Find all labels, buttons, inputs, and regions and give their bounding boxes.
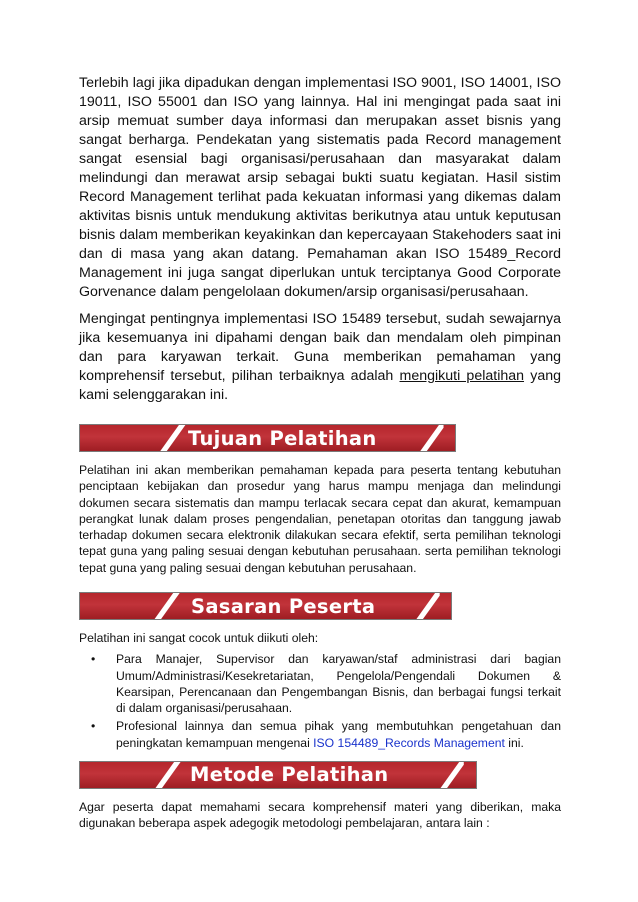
metode-title: Metode Pelatihan — [190, 763, 389, 787]
bullet-icon: • — [91, 652, 96, 667]
intro-paragraph-2 — [79, 310, 561, 405]
sasaran-title: Sasaran Peserta — [191, 594, 376, 618]
tujuan-paragraph: Pelatihan ini akan memberikan pemahaman kepada para peserta tentang kebutuhan penciptaan kebijakan dan prosedur yang harus mampu menjaga dan melindungi dokumen secara sistematis dan mampu terlacak secara cepat dan akurat, kemampuan perangkat lunak dalam proses pengendalian, penetapan otoritas dan tanggung jawab terhadap dokumen secara elektronik dilakukan secara efektif, serta pemilihan teknologi tepat guna yang paling sesuai dengan kebutuhan perusahaan. serta pemilihan teknologi tepat guna yang paling sesuai dengan kebutuhan perusahaan. — [79, 463, 561, 575]
sasaran-banner — [79, 592, 452, 620]
tujuan-banner — [79, 424, 456, 452]
tujuan-title: Tujuan Pelatihan — [188, 426, 377, 450]
list-item — [79, 651, 561, 716]
sasaran-lead: Pelatihan ini sangat cocok untuk diikuti oleh: — [79, 631, 319, 646]
intro-paragraph-2-end: yang kami selenggarakan ini. — [79, 368, 561, 403]
metode-paragraph: Agar peserta dapat memahami secara komprehensif materi yang diberikan, maka digunakan beberapa aspek adegogik metodologi pembelajaran, antara lain : — [79, 799, 561, 830]
metode-banner — [79, 761, 477, 789]
document-page — [79, 74, 561, 831]
intro-paragraph-2-text: Mengingat pentingnya implementasi ISO 15489 tersebut, sudah sewajarnya jika kesemuanya ini dipahami dengan baik dan mendalam oleh pimpinan dan para karyawan terkait. Guna memberikan pemahaman yang komprehensif tersebut, pilihan terbaiknya adalah — [79, 311, 561, 384]
list-item-end: ini. — [504, 736, 524, 751]
list-item — [79, 718, 561, 753]
training-link[interactable]: mengikuti pelatihan — [399, 368, 525, 384]
sasaran-list — [79, 651, 561, 752]
bullet-icon: • — [91, 718, 96, 733]
list-item-text: Para Manajer, Supervisor dan karyawan/staf administrasi dari bagian Umum/Administrasi/Kesekretariatan, Pengelola/Pengendali Dokumen & Kearsipan, Perencanaan dan Pengembangan Bisnis, dan berbagai fungsi terkait di dalam organisasi/perusahaan. — [116, 652, 561, 716]
intro-paragraph-1: Terlebih lagi jika dipadukan dengan implementasi ISO 9001, ISO 14001, ISO 19011, ISO 55001 dan ISO yang lainnya. Hal ini mengingat pada saat ini arsip memuat sumber daya informasi dan merupakan asset bisnis yang sangat berharga. Pendekatan yang sistematis pada Record management sangat esensial bagi organisasi/perusahaan dan masyarakat dalam melindungi dan merawat arsip sebagai bukti suatu kegiatan. Hasil sistim Record Management terlihat pada kekuatan informasi yang dikemas dalam aktivitas bisnis untuk mendukung aktivitas berikutnya atau untuk keputusan bisnis dalam memberikan keyakinkan dan kepercayaan Stakehoders saat ini dan di masa yang akan datang. Pemahaman akan ISO 15489_Record Management ini juga sangat diperlukan untuk terciptanya Good Corporate Gorvenance dalam pengelolaan dokumen/arsip organisasi/perusahaan. — [79, 75, 561, 300]
iso-15489-link[interactable]: ISO 154489_Records Management — [313, 736, 505, 751]
list-item-text: Profesional lainnya dan semua pihak yang membutuhkan pengetahuan dan peningkatan kemampuan mengenai — [116, 718, 561, 751]
